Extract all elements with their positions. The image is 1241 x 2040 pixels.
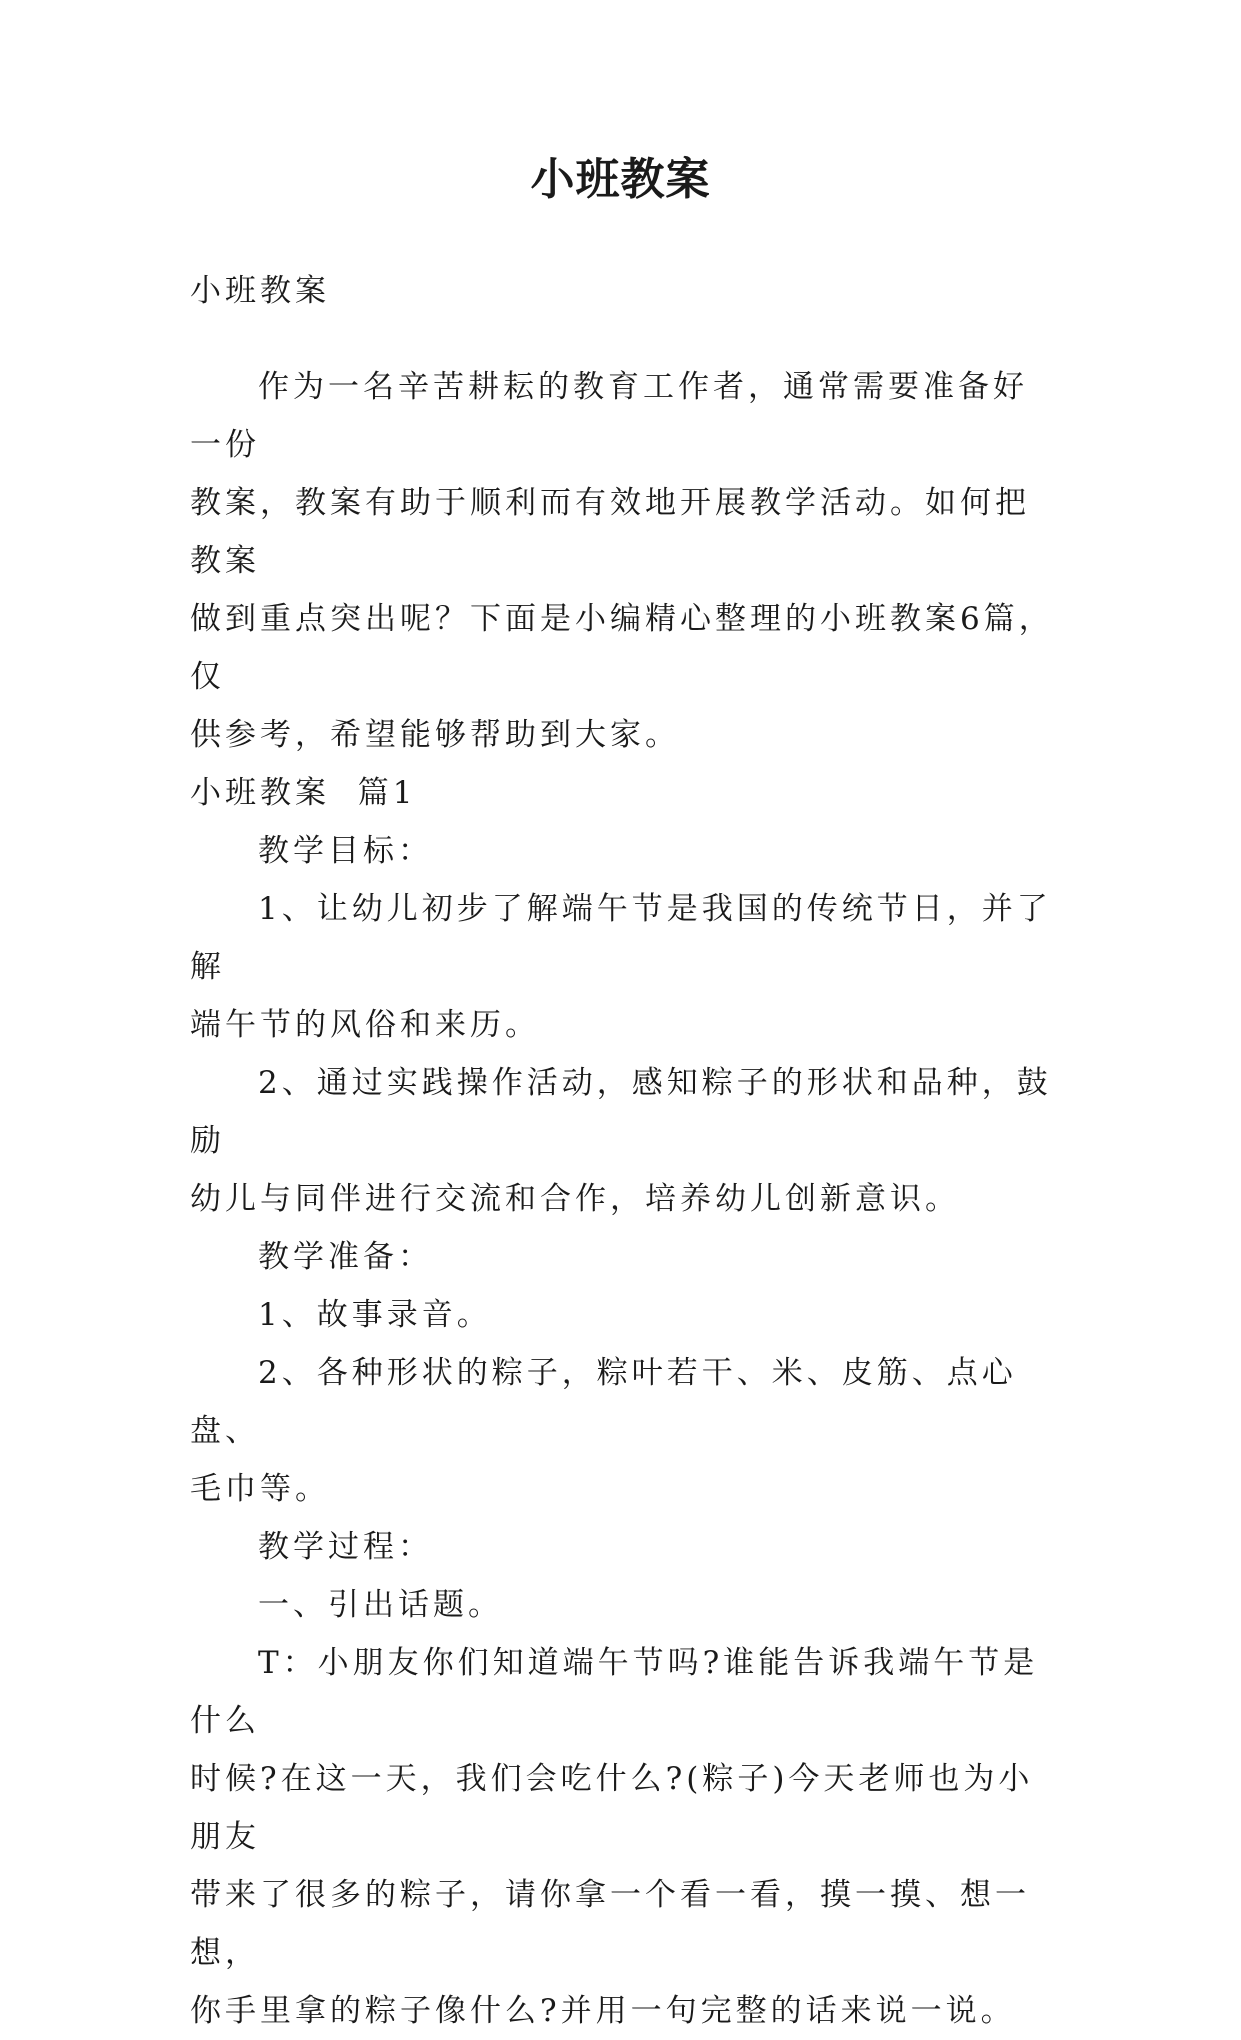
prep2-line-1: 2、各种形状的粽子，粽叶若干、米、皮筋、点心盘、 (190, 1355, 1017, 1449)
teacher-talk-line-2: 时候?在这一天，我们会吃什么?(粽子)今天老师也为小朋友 (190, 1761, 1034, 1855)
teacher-talk-line-1: T：小朋友你们知道端午节吗?谁能告诉我端午节是什么 (190, 1645, 1039, 1739)
goal2-line-1: 2、通过实践操作活动，感知粽子的形状和品种，鼓励 (190, 1065, 1052, 1159)
prep1: 1、故事录音。 (258, 1297, 492, 1333)
process-label: 教学过程： (258, 1529, 433, 1565)
intro-line-3: 做到重点突出呢？下面是小编精心整理的小班教案6篇，仅 (190, 601, 1054, 695)
intro-line-2: 教案，教案有助于顺利而有效地开展教学活动。如何把教案 (190, 485, 1030, 579)
goals-label: 教学目标： (258, 833, 433, 869)
document-body (190, 358, 1060, 2040)
intro-line-1: 作为一名辛苦耕耘的教育工作者，通常需要准备好一份 (190, 369, 1028, 463)
document-title: 小班教案 (530, 154, 711, 205)
prep2-line-2: 毛巾等。 (190, 1471, 330, 1507)
teacher-talk-line-4: 你手里拿的粽子像什么?并用一句完整的话来说一说。 (190, 1993, 1016, 2029)
goal1-line-2: 端午节的风俗和来历。 (190, 1007, 540, 1043)
prep-label: 教学准备： (258, 1239, 433, 1275)
step1: 一、引出话题。 (258, 1587, 503, 1623)
goal1-line-1: 1、让幼儿初步了解端午节是我国的传统节日，并了解 (190, 891, 1052, 985)
intro-line-4: 供参考，希望能够帮助到大家。 (190, 717, 680, 753)
teacher-talk-line-3: 带来了很多的粽子，请你拿一个看一看，摸一摸、想一想， (190, 1877, 1030, 1971)
section-heading: 小班教案 篇1 (190, 775, 417, 811)
document-subtitle: 小班教案 (190, 273, 330, 309)
goal2-line-2: 幼儿与同伴进行交流和合作，培养幼儿创新意识。 (190, 1181, 960, 1217)
document-subtitle-block (190, 262, 1060, 320)
